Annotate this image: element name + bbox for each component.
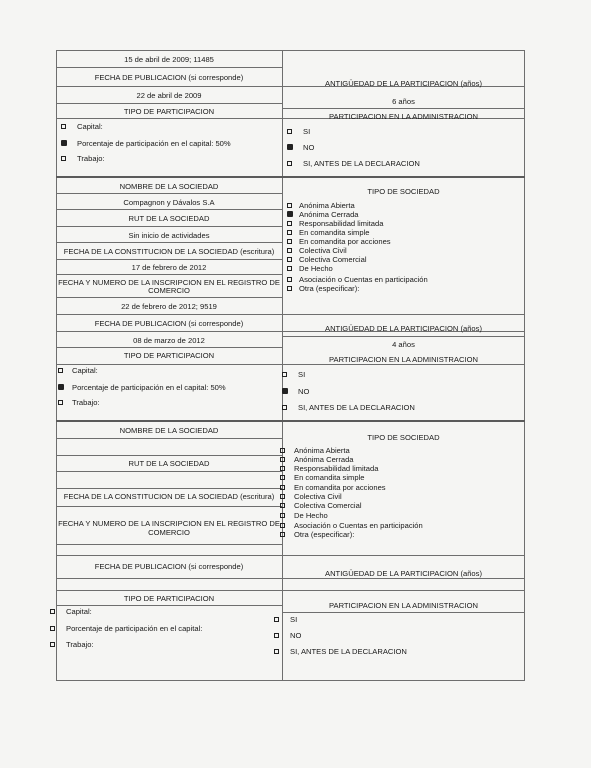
fecha-publicacion-value: 22 de abril de 2009	[136, 91, 202, 100]
fecha-publicacion-label: FECHA DE PUBLICACION (si corresponde)	[94, 319, 244, 328]
block-separator	[56, 420, 525, 422]
antiguedad-label: ANTIGÜEDAD DE LA PARTICIPACION (años)	[325, 324, 482, 333]
tipo-participacion-label: TIPO DE PARTICIPACION	[123, 594, 215, 603]
tipo-checkbox[interactable]	[287, 203, 292, 208]
rule	[56, 274, 282, 275]
tipo-checkbox[interactable]	[287, 221, 292, 226]
porcentaje-label: Porcentaje de participación en el capital: 50%	[72, 383, 226, 392]
tipo-option: Asociación o Cuentas en participación	[299, 275, 428, 284]
capital-label: Capital:	[77, 122, 103, 131]
rule	[282, 612, 525, 613]
tipo-checkbox[interactable]	[280, 503, 285, 508]
capital-checkbox[interactable]	[61, 124, 66, 129]
tipo-checkbox[interactable]	[287, 230, 292, 235]
rule	[56, 193, 282, 194]
tipo-checkbox[interactable]	[280, 513, 285, 518]
rut-label: RUT DE LA SOCIEDAD	[128, 214, 210, 223]
fecha-inscripcion-label-2: COMERCIO	[148, 528, 190, 537]
rule	[56, 555, 525, 556]
tipo-participacion-label: TIPO DE PARTICIPACION	[123, 107, 215, 116]
rule	[56, 438, 282, 439]
participacion-admin-label: PARTICIPACION EN LA ADMINISTRACION	[329, 601, 478, 610]
tipo-option: Otra (especificar):	[294, 530, 355, 539]
antiguedad-label: ANTIGÜEDAD DE LA PARTICIPACION (años)	[325, 79, 482, 88]
tipo-participacion-label: TIPO DE PARTICIPACION	[123, 351, 215, 360]
tipo-option: Colectiva Comercial	[294, 501, 362, 510]
no-label: NO	[290, 631, 302, 640]
rut-label: RUT DE LA SOCIEDAD	[128, 459, 210, 468]
tipo-option: Colectiva Comercial	[299, 255, 367, 264]
no-checkbox[interactable]	[282, 388, 288, 394]
tipo-sociedad-label: TIPO DE SOCIEDAD	[367, 187, 440, 196]
tipo-option: Colectiva Civil	[294, 492, 342, 501]
tipo-sociedad-label: TIPO DE SOCIEDAD	[367, 433, 440, 442]
fecha-constitucion-label: FECHA DE LA CONSTITUCION DE LA SOCIEDAD (escritura)	[63, 492, 275, 501]
nombre-sociedad-value: Compagnon y Dávalos S.A	[123, 198, 215, 207]
fecha-inscripcion-value: 15 de abril de 2009; 11485	[124, 55, 214, 64]
participacion-admin-label: PARTICIPACION EN LA ADMINISTRACION	[329, 355, 478, 364]
rule	[56, 297, 282, 298]
capital-checkbox[interactable]	[50, 609, 55, 614]
tipo-checkbox[interactable]	[287, 248, 292, 253]
si-antes-label: SI, ANTES DE LA DECLARACION	[303, 159, 420, 168]
tipo-checkbox[interactable]	[287, 286, 292, 291]
rule	[56, 347, 282, 348]
porcentaje-label: Porcentaje de participación en el capital:	[66, 624, 203, 633]
tipo-option: Anónima Abierta	[299, 201, 355, 210]
trabajo-checkbox[interactable]	[58, 400, 63, 405]
nombre-sociedad-label: NOMBRE DE LA SOCIEDAD	[119, 426, 219, 435]
right-border	[524, 50, 525, 680]
capital-checkbox[interactable]	[58, 368, 63, 373]
trabajo-label: Trabajo:	[77, 154, 105, 163]
tipo-option: De Hecho	[299, 264, 333, 273]
fecha-inscripcion-label-2: COMERCIO	[148, 286, 190, 295]
fecha-publicacion-label: FECHA DE PUBLICACION (si corresponde)	[94, 562, 244, 571]
fecha-publicacion-value: 08 de marzo de 2012	[133, 336, 205, 345]
participacion-admin-label: PARTICIPACION EN LA ADMINISTRACION	[329, 112, 478, 121]
rule	[56, 103, 282, 104]
si-label: SI	[290, 615, 298, 624]
fecha-constitucion-value: 17 de febrero de 2012	[131, 263, 207, 272]
tipo-option: En comandita por acciones	[294, 483, 386, 492]
no-label: NO	[298, 387, 310, 396]
rule	[56, 259, 282, 260]
si-checkbox[interactable]	[282, 372, 287, 377]
porcentaje-checkbox[interactable]	[61, 140, 67, 146]
trabajo-checkbox[interactable]	[50, 642, 55, 647]
rule	[282, 108, 525, 109]
trabajo-label: Trabajo:	[66, 640, 94, 649]
si-label: SI	[303, 127, 311, 136]
rule	[56, 209, 282, 210]
rule	[56, 488, 282, 489]
rule	[56, 455, 282, 456]
tipo-checkbox[interactable]	[280, 475, 285, 480]
fecha-inscripcion-label: FECHA Y NUMERO DE LA INSCRIPCION EN EL REGISTRO DE	[58, 278, 280, 287]
tipo-option: Anónima Cerrada	[299, 210, 359, 219]
si-label: SI	[298, 370, 306, 379]
tipo-option: Asociación o Cuentas en participación	[294, 521, 423, 530]
tipo-option: Anónima Cerrada	[294, 455, 354, 464]
rule	[56, 67, 282, 68]
si-antes-checkbox[interactable]	[274, 649, 279, 654]
tipo-option: En comandita simple	[294, 473, 365, 482]
tipo-option: Otra (especificar):	[299, 284, 360, 293]
rule	[56, 506, 282, 507]
capital-label: Capital:	[72, 366, 98, 375]
tipo-checkbox[interactable]	[287, 266, 292, 271]
tipo-option: Responsabilidad limitada	[294, 464, 379, 473]
si-checkbox[interactable]	[274, 617, 279, 622]
rut-value: Sin inicio de actividades	[128, 231, 210, 240]
capital-label: Capital:	[66, 607, 92, 616]
nombre-sociedad-label: NOMBRE DE LA SOCIEDAD	[119, 182, 219, 191]
tipo-option: En comandita simple	[299, 228, 370, 237]
tipo-option: Responsabilidad limitada	[299, 219, 384, 228]
trabajo-checkbox[interactable]	[61, 156, 66, 161]
antiguedad-value: 6 años	[392, 97, 415, 106]
fecha-publicacion-label: FECHA DE PUBLICACION (si corresponde)	[94, 73, 244, 82]
tipo-option: De Hecho	[294, 511, 328, 520]
rule	[56, 590, 525, 591]
rule	[56, 578, 525, 579]
no-checkbox[interactable]	[287, 144, 293, 150]
rule	[282, 336, 525, 337]
tipo-checkbox[interactable]	[280, 466, 285, 471]
si-checkbox[interactable]	[287, 129, 292, 134]
tipo-checkbox[interactable]	[280, 532, 285, 537]
tipo-checkbox[interactable]	[287, 257, 292, 262]
rule	[56, 242, 282, 243]
no-label: NO	[303, 143, 315, 152]
tipo-checkbox[interactable]	[280, 457, 285, 462]
tipo-option: Anónima Abierta	[294, 446, 350, 455]
porcentaje-label: Porcentaje de participación en el capital: 50%	[77, 139, 231, 148]
center-divider	[282, 50, 283, 680]
rule	[56, 314, 525, 315]
si-antes-checkbox[interactable]	[282, 405, 287, 410]
tipo-checkbox[interactable]	[287, 211, 293, 217]
tipo-checkbox[interactable]	[280, 485, 285, 490]
left-border	[56, 50, 57, 680]
si-antes-checkbox[interactable]	[287, 161, 292, 166]
rule	[56, 471, 282, 472]
rule	[56, 50, 525, 51]
tipo-option: Colectiva Civil	[299, 246, 347, 255]
si-antes-label: SI, ANTES DE LA DECLARACION	[298, 403, 415, 412]
tipo-option: En comandita por acciones	[299, 237, 391, 246]
porcentaje-checkbox[interactable]	[58, 384, 64, 390]
rule	[56, 605, 282, 606]
rule	[56, 544, 282, 545]
rule	[56, 680, 525, 681]
tipo-checkbox[interactable]	[287, 277, 292, 282]
fecha-inscripcion-label: FECHA Y NUMERO DE LA INSCRIPCION EN EL REGISTRO DE	[58, 519, 280, 528]
trabajo-label: Trabajo:	[72, 398, 100, 407]
porcentaje-checkbox[interactable]	[50, 626, 55, 631]
fecha-constitucion-label: FECHA DE LA CONSTITUCION DE LA SOCIEDAD (escritura)	[63, 247, 275, 256]
tipo-checkbox[interactable]	[287, 239, 292, 244]
rule	[56, 364, 525, 365]
no-checkbox[interactable]	[274, 633, 279, 638]
antiguedad-value: 4 años	[392, 340, 415, 349]
block-separator	[56, 176, 525, 178]
tipo-checkbox[interactable]	[280, 523, 285, 528]
tipo-checkbox[interactable]	[280, 448, 285, 453]
fecha-inscripcion-value: 22 de febrero de 2012; 9519	[121, 302, 217, 311]
tipo-checkbox[interactable]	[280, 494, 285, 499]
antiguedad-label: ANTIGÜEDAD DE LA PARTICIPACION (años)	[325, 569, 482, 578]
rule	[56, 226, 282, 227]
si-antes-label: SI, ANTES DE LA DECLARACION	[290, 647, 407, 656]
